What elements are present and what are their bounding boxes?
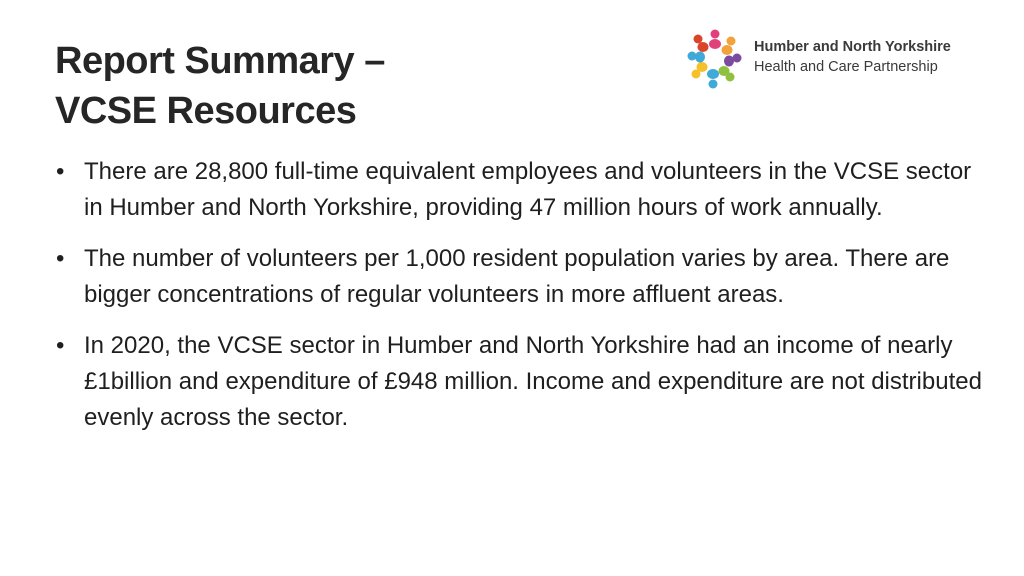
logo-figure-body (707, 69, 719, 79)
slide-title (55, 36, 385, 136)
logo-figure-body (695, 52, 705, 63)
logo-wordmark (754, 37, 951, 77)
people-cluster-logo-icon (686, 28, 744, 90)
logo-figure-body (719, 66, 730, 76)
slide-title-line-1: Report Summary – (55, 40, 385, 82)
logo-figure-body (709, 39, 721, 49)
partnership-logo (686, 28, 996, 90)
logo-figure-body (724, 56, 734, 67)
slide-title-line-2: VCSE Resources (55, 90, 357, 132)
bullet-marker: • (56, 332, 65, 359)
bullet-item (56, 241, 986, 313)
logo-figure-head (727, 37, 736, 46)
bullet-text: There are 28,800 full-time equivalent employees and volunteers in the VCSE sector in Humber and North Yorkshire, providing 47 million hours of work annually. (84, 158, 972, 221)
logo-figure-head (709, 80, 718, 89)
bullet-marker: • (56, 245, 65, 272)
logo-figure-body (698, 42, 709, 52)
logo-text-line-1: Humber and North Yorkshire (754, 39, 951, 55)
bullet-item (56, 328, 986, 436)
bullet-marker: • (56, 158, 65, 185)
bullet-text: In 2020, the VCSE sector in Humber and North Yorkshire had an income of nearly £1billion and expenditure of £948 million. Income and expenditure are not distributed evenly across the sector. (84, 332, 982, 431)
logo-figure-body (697, 62, 708, 72)
bullet-item (56, 154, 986, 226)
logo-figure-head (711, 30, 720, 39)
logo-text-line-2: Health and Care Partnership (754, 59, 938, 75)
summary-bullet-list (56, 154, 986, 451)
logo-figure-body (722, 45, 733, 55)
bullet-text: The number of volunteers per 1,000 resident population varies by area. There are bigger concentrations of regular volunteers in more affluent areas. (84, 245, 950, 308)
logo-figure-head (694, 35, 703, 44)
